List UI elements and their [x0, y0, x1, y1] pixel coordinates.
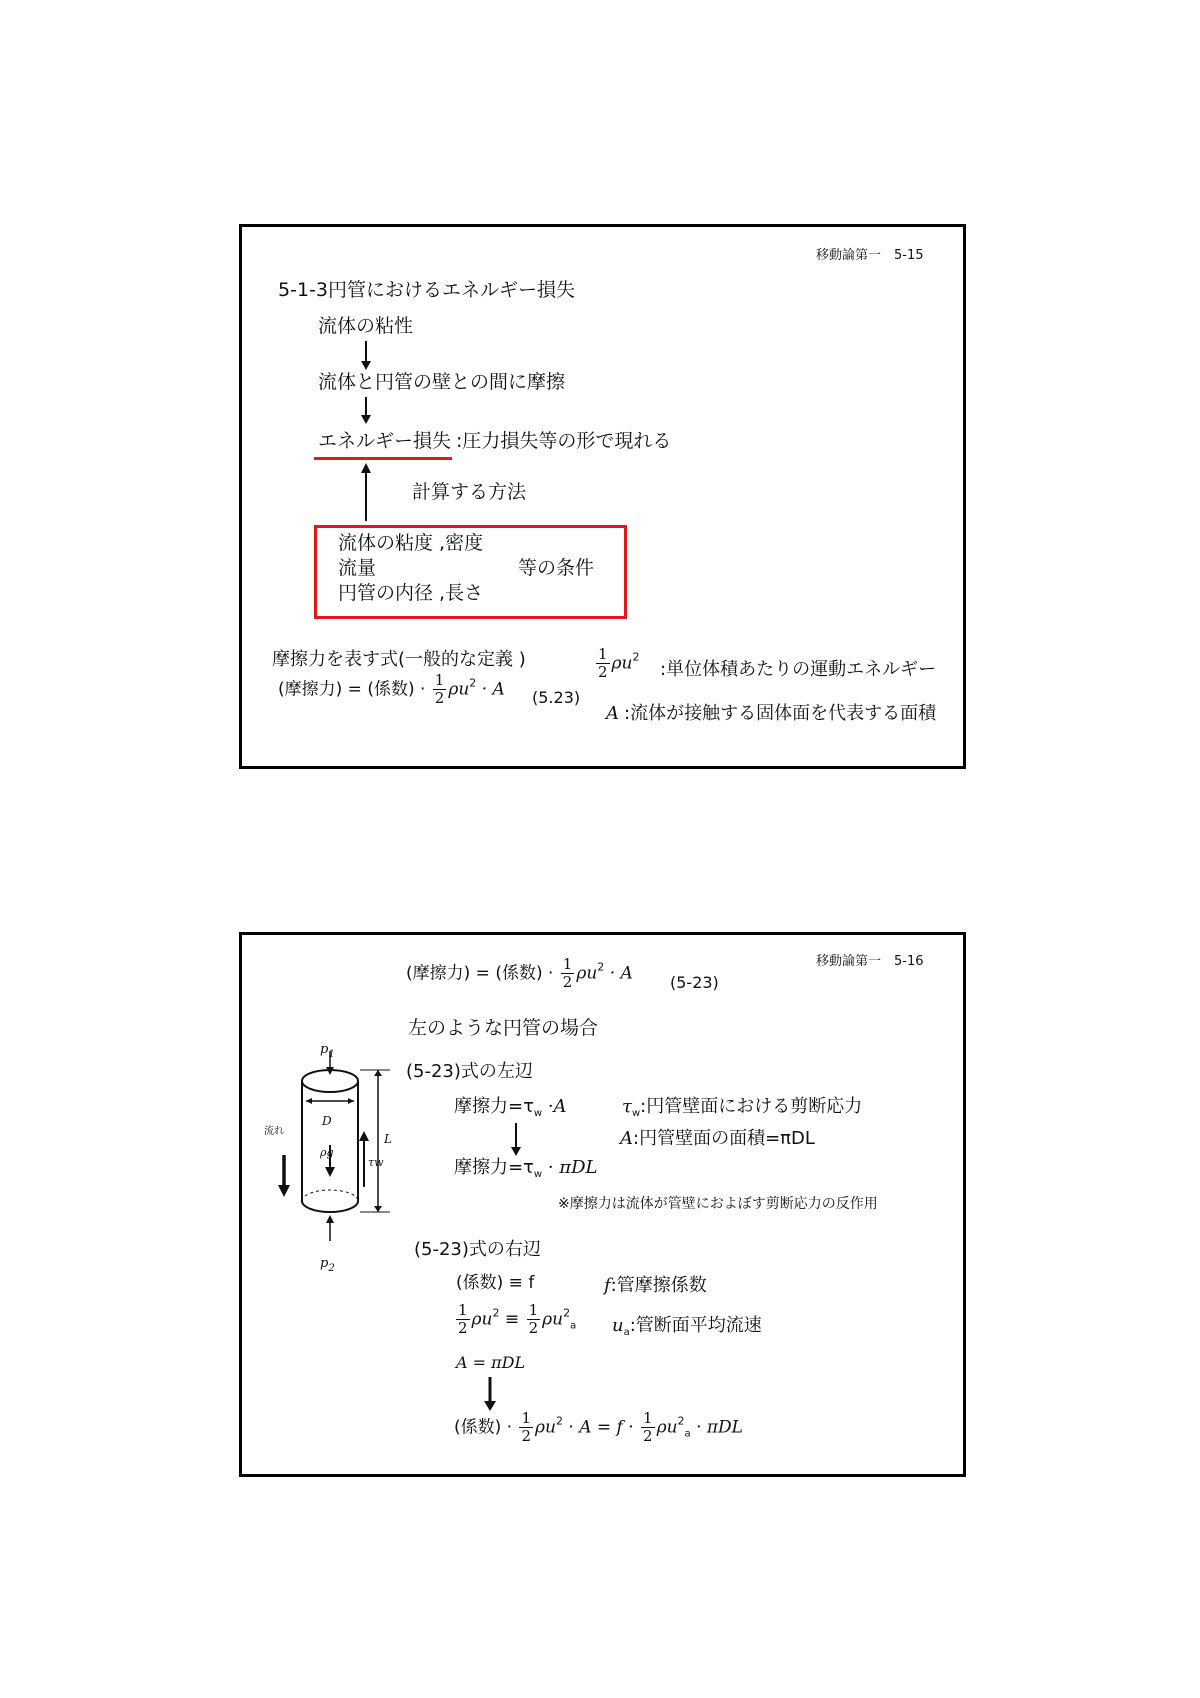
fraction-denominator: 2: [643, 1427, 653, 1445]
half-fraction: [527, 1303, 541, 1336]
friction-prefix: 摩擦力=τ: [454, 1096, 534, 1117]
friction-equation: [406, 957, 633, 990]
subscript-w: w: [533, 1108, 543, 1119]
tau-symbol: τ: [622, 1096, 632, 1117]
area-desc: :流体が接触する固体面を代表する面積: [624, 703, 937, 724]
f-desc: :管摩擦係数: [610, 1275, 707, 1296]
pressure-loss-text: :圧力損失等の形で現れる: [456, 430, 672, 452]
half-fraction: [433, 673, 447, 706]
diameter-label: D: [322, 1114, 332, 1128]
fraction-numerator: 1: [598, 645, 608, 663]
exponent: 2: [492, 1306, 500, 1320]
pipe-diagram: [270, 1045, 410, 1275]
friction-factor-def: [604, 1277, 707, 1295]
fraction-numerator: 1: [458, 1301, 468, 1319]
kinetic-energy-desc: :単位体積あたりの運動エネルギー: [660, 659, 937, 680]
left-side-heading: (5-23)式の左辺: [406, 1061, 533, 1082]
fraction-denominator: 2: [521, 1427, 532, 1445]
p-symbol: p: [320, 1256, 329, 1271]
p-symbol: p: [320, 1042, 329, 1057]
fraction-numerator: 1: [528, 1301, 539, 1319]
down-arrow-icon: [484, 1377, 496, 1411]
pressure-p2-label: [320, 1257, 335, 1274]
rho-ua: ρu: [656, 1417, 678, 1438]
pressure-p1-label: [320, 1043, 335, 1060]
case-text: 左のような円管の場合: [408, 1017, 599, 1039]
subscript-w: w: [533, 1169, 543, 1180]
exponent: 2: [469, 676, 477, 690]
exponent: 2: [677, 1414, 685, 1428]
kinetic-equivalence: [454, 1303, 576, 1336]
exponent: 2: [563, 1306, 571, 1320]
area-term: · A: [476, 679, 505, 700]
friction-suffix: · πDL: [542, 1157, 598, 1178]
condition-flow-rate: 流量: [338, 557, 377, 579]
half-fraction: [519, 1411, 533, 1444]
condition-diameter-length: 円管の内径 ,長さ: [338, 582, 484, 604]
subscript-a: a: [684, 1428, 691, 1440]
equation-left: (摩擦力) = (係数) ·: [406, 963, 554, 984]
half-fraction: [561, 957, 575, 990]
exponent: 2: [555, 1414, 563, 1428]
fraction-denominator: 2: [458, 1319, 468, 1337]
ua-desc: :管断面平均流速: [629, 1315, 762, 1336]
up-arrow-icon: [360, 463, 372, 521]
right-side-heading: (5-23)式の右辺: [414, 1239, 541, 1260]
tau-desc: :円管壁面における剪断応力: [640, 1096, 863, 1117]
equation-number: (5.23): [532, 688, 581, 707]
rho-u: ρu: [535, 1417, 556, 1438]
rho-ua: ρu: [542, 1309, 564, 1330]
subscript-w: w: [631, 1108, 641, 1119]
half-fraction: [596, 647, 610, 680]
reaction-note: ※摩擦力は流体が管壁におよぼす剪断応力の反作用: [558, 1196, 878, 1212]
subscript-a: a: [570, 1320, 577, 1332]
area-symbol: A: [620, 1128, 633, 1149]
final-mid: · A = f ·: [562, 1417, 634, 1438]
friction-prefix: 摩擦力=τ: [454, 1157, 534, 1178]
friction-heading: 摩擦力を表す式(一般的な定義 ): [272, 649, 526, 670]
rho-u: ρu: [448, 679, 470, 700]
tau-w-label: τw: [368, 1156, 384, 1169]
slide-5-15: [239, 224, 966, 769]
slide-5-16: [239, 932, 966, 1477]
area-equation: A = πDL: [456, 1353, 526, 1372]
subscript: 1: [328, 1049, 335, 1060]
rho-u: ρu: [471, 1309, 493, 1330]
final-right: · πDL: [690, 1417, 743, 1438]
area-term: · A: [604, 963, 633, 984]
f-symbol: f: [604, 1275, 611, 1296]
final-left: (係数) ·: [454, 1417, 513, 1438]
down-arrow-icon: [360, 397, 372, 425]
friction-tau-A: [454, 1098, 567, 1119]
mean-velocity-def: [612, 1317, 762, 1338]
friction-equation: [278, 673, 505, 706]
exponent: 2: [597, 960, 605, 974]
condition-viscosity-density: 流体の粘度 ,密度: [338, 532, 484, 554]
half-fraction: [456, 1303, 470, 1336]
exponent: 2: [632, 650, 640, 664]
u-symbol: u: [612, 1315, 624, 1336]
equivalence-sign: ≡: [504, 1309, 520, 1330]
equation-number: (5-23): [670, 973, 719, 992]
fraction-numerator: 1: [521, 1409, 532, 1427]
section-title: 5-1-3円管におけるエネルギー損失: [278, 279, 575, 301]
fraction-denominator: 2: [562, 973, 573, 991]
fraction-denominator: 2: [598, 663, 608, 681]
fraction-denominator: 2: [528, 1319, 539, 1337]
flow-step-viscosity: 流体の粘性: [318, 315, 414, 337]
rho-u: ρu: [611, 653, 633, 674]
calc-method-label: 計算する方法: [412, 481, 527, 503]
friction-suffix: ·A: [542, 1096, 567, 1117]
subscript: 2: [328, 1263, 335, 1274]
kinetic-energy-term: [594, 647, 640, 680]
conditions-suffix: 等の条件: [518, 557, 595, 579]
area-desc: :円管壁面の面積=πDL: [633, 1128, 815, 1149]
tau-definition: [622, 1098, 862, 1119]
friction-tau-piDL: [454, 1159, 598, 1180]
rho-u: ρu: [576, 963, 598, 984]
equation-left: (摩擦力) = (係数) ·: [278, 679, 426, 700]
final-equation: [454, 1411, 743, 1444]
down-arrow-icon: [360, 341, 372, 371]
length-label: L: [384, 1132, 392, 1146]
red-underline: [314, 457, 452, 460]
energy-loss-emphasis: エネルギー損失: [318, 430, 452, 452]
flow-label: 流れ: [264, 1126, 284, 1137]
down-arrow-icon: [510, 1123, 522, 1157]
fraction-numerator: 1: [643, 1409, 653, 1427]
flow-step-friction: 流体と円管の壁との間に摩擦: [318, 371, 566, 393]
fraction-numerator: 1: [562, 955, 573, 973]
rho-g-label: ρg: [320, 1146, 334, 1159]
subscript-a: a: [623, 1327, 630, 1338]
area-symbol: A: [606, 703, 619, 724]
page-label: 移動論第一 5-16: [816, 954, 924, 969]
fraction-denominator: 2: [434, 689, 445, 707]
coefficient-definition: (係数) ≡ f: [456, 1273, 535, 1293]
area-definition: [620, 1130, 815, 1148]
fraction-numerator: 1: [434, 671, 445, 689]
page-label: 移動論第一 5-15: [816, 248, 924, 263]
half-fraction: [641, 1411, 655, 1444]
